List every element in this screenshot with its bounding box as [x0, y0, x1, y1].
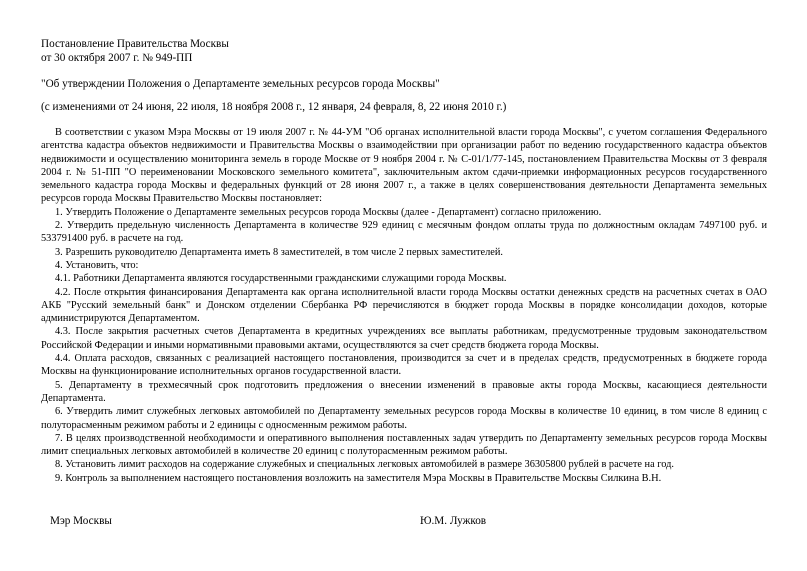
item-4-4: 4.4. Оплата расходов, связанных с реализацией настоящего постановления, производится за счет и в пределах средств, предусмотренных в бюджете города Москвы на функционирование исполнительных органов государственной власти. — [41, 353, 767, 378]
document-title: "Об утверждении Положения о Департаменте земельных ресурсов города Москвы" — [41, 78, 440, 90]
item-7: 7. В целях производственной необходимости и оперативного выполнения поставленных задач утвердить по Департаменту земельных ресурсов города Москвы лимит специальных легковых автомобилей в количестве 20 единиц с полуторасменным режимом работы. — [41, 432, 767, 458]
document-body — [41, 126, 767, 485]
item-2: 2. Утвердить предельную численность Департамента в количестве 929 единиц с месячным фондом оплаты труда по должностным окладам 7497100 руб. и 533791400 руб. в расчете на год. — [41, 220, 767, 245]
item-9: 9. Контроль за выполнением настоящего постановления возложить на заместителя Мэра Москвы в Правительстве Москвы Силкина В.Н. — [55, 472, 662, 484]
preamble-paragraph: В соответствии с указом Мэра Москвы от 19 июля 2007 г. № 44-УМ "Об органах исполнительной власти города Москвы", с учетом соглашения Федерального агентства кадастра объектов недвижимости и Правительства Москвы о взаимодействии при организации работ по ведению государственного кадастра объектов недвижимости и осуществлению мониторинга земель в городе Москве от 9 ноября 2004 г. № С-01/1/77-145, постановлением Правительства Москвы от 3 февраля 2004 г. № 51-ПП "О переименовании Московского земельного комитета", заключительным актом сдачи-приемки информационных ресурсов государственного земельного кадастра города Москвы и федеральных функций от 28 июня 2007 г., а также в целях совершенствования деятельности Департамента земельных ресурсов города Москвы Правительство Москвы постановляет: — [41, 127, 767, 205]
item-5: 5. Департаменту в трехмесячный срок подготовить предложения о внесении изменений в правовые акты города Москвы, касающиеся деятельности Департамента. — [41, 379, 767, 404]
item-1: 1. Утвердить Положение о Департаменте земельных ресурсов города Москвы (далее - Департамент) согласно приложению. — [55, 206, 602, 218]
document-type: Постановление Правительства Москвы — [41, 38, 229, 50]
item-4-2: 4.2. После открытия финансирования Департамента как органа исполнительной власти города Москвы остатки денежных средств на расчетных счетах в ОАО АКБ "Русский земельный банк" и Донском отделении Сбербанка РФ перечисляются в бюджет города Москвы в порядке консолидации доходов, которые администрируются Департаментом. — [41, 286, 767, 325]
item-4-3: 4.3. После закрытия расчетных счетов Департамента в кредитных учреждениях все выплаты работникам, предусмотренные трудовым законодательством Российской Федерации и иными нормативными правовыми актами, осуществляются за счет средств бюджета города Москвы. — [41, 326, 767, 351]
item-4-1: 4.1. Работники Департамента являются государственными гражданскими служащими города Москвы. — [55, 273, 507, 285]
document-amendments: (с изменениями от 24 июня, 22 июля, 18 ноября 2008 г., 12 января, 24 февраля, 8, 22 июня 2010 г.) — [41, 101, 507, 113]
document-date-number: от 30 октября 2007 г. № 949-ПП — [41, 52, 193, 64]
item-8: 8. Установить лимит расходов на содержание служебных и специальных легковых автомобилей в размере 36305800 рублей в расчете на год. — [55, 459, 674, 471]
item-3: 3. Разрешить руководителю Департамента иметь 8 заместителей, в том числе 2 первых заместителей. — [55, 246, 504, 258]
signature-position: Мэр Москвы — [50, 515, 112, 527]
signature-name: Ю.М. Лужков — [420, 515, 487, 527]
item-6: 6. Утвердить лимит служебных легковых автомобилей по Департаменту земельных ресурсов города Москвы в количестве 10 единиц, в том числе 8 единиц с полуторасменным режимом работы и 2 единицы с односменным режимом работы. — [41, 406, 767, 431]
item-4: 4. Установить, что: — [55, 259, 139, 271]
